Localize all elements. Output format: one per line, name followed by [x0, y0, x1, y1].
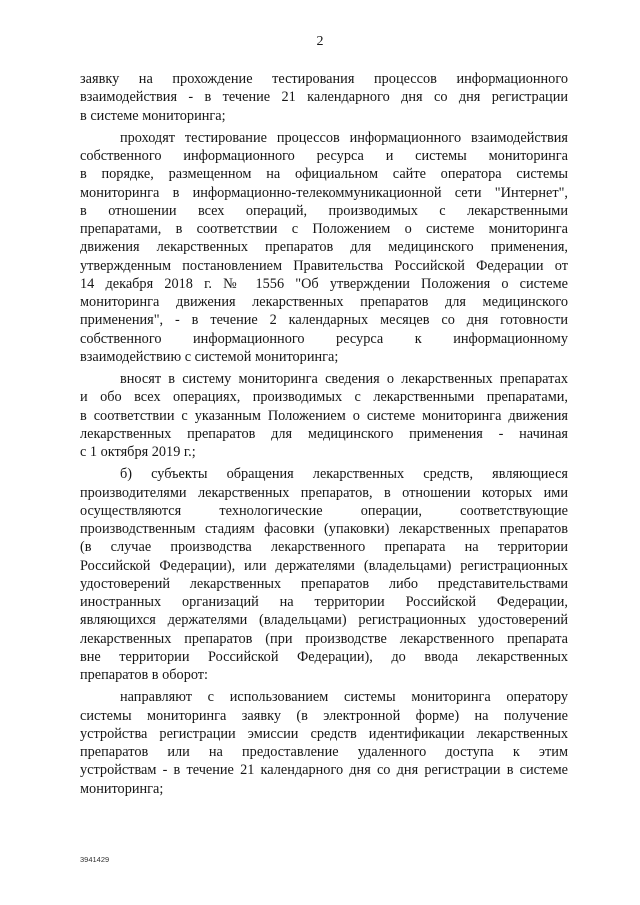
- text-line: лекарственных препаратов (при производстве лекарственного препарата: [80, 630, 568, 647]
- text-line: и обо всех операциях, производимых с лекарственными препаратами,: [80, 389, 568, 406]
- text-line: системы мониторинга заявку (в электронной форме) на получение: [80, 707, 568, 724]
- text-line: с 1 октября 2019 г.;: [80, 444, 196, 460]
- text-line: препаратов или на предоставление удаленного доступа к этим: [80, 744, 568, 760]
- text-line: устройствам - в течение 21 календарного дня со дня регистрации в системе: [80, 762, 568, 779]
- paragraph-3: [80, 370, 568, 461]
- text-line: осуществляются технологические операции, соответствующие: [80, 502, 568, 519]
- text-line: заявку на прохождение тестирования процессов информационного: [80, 71, 568, 87]
- text-line: в соответствии с указанным Положением о системе мониторинга движения: [80, 407, 568, 424]
- text-line: мониторинга;: [80, 780, 164, 797]
- text-line: препаратов в оборот:: [80, 667, 209, 683]
- text-line: мониторинга движения лекарственных препаратов для медицинского: [80, 294, 568, 310]
- paragraph-1: [80, 70, 568, 125]
- text-line: собственного информационного ресурса к информационному: [80, 330, 568, 347]
- text-line: устройства регистрации эмиссии средств идентификации лекарственных: [80, 725, 568, 742]
- text-line: вне территории Российской Федерации), до ввода лекарственных: [80, 648, 568, 665]
- document-body: [80, 70, 568, 798]
- text-line: применения", - в течение 2 календарных месяцев со дня готовности: [80, 312, 568, 329]
- paragraph-4: [80, 465, 568, 684]
- text-line: в отношении всех операций, производимых с лекарственными: [80, 202, 568, 219]
- page-number: 2: [316, 34, 324, 49]
- text-line: лекарственных препаратов для медицинского применения - начиная: [80, 425, 568, 442]
- text-line: производственным стадиям фасовки (упаковки) лекарственных препаратов: [80, 521, 568, 537]
- document-code: 3941429: [80, 855, 110, 864]
- text-line: в порядке, размещенном на официальном сайте оператора системы: [80, 166, 568, 183]
- text-line: взаимодействия - в течение 21 календарного дня со дня регистрации: [80, 89, 568, 106]
- text-line: удостоверений лекарственных препаратов либо представительствами: [80, 575, 568, 592]
- text-line: вносят в систему мониторинга сведения о лекарственных препаратах: [120, 371, 568, 387]
- text-line: движения лекарственных препаратов для медицинского применения,: [80, 239, 568, 256]
- paragraph-2: [80, 129, 568, 366]
- text-line: взаимодействию с системой мониторинга;: [80, 348, 339, 365]
- text-line: в системе мониторинга;: [80, 107, 226, 124]
- text-line: собственного информационного ресурса и системы мониторинга: [80, 148, 568, 164]
- text-line: б) субъекты обращения лекарственных средств, являющиеся: [120, 466, 568, 483]
- text-line: производителями лекарственных препаратов, в отношении которых ими: [80, 484, 568, 501]
- text-line: являющихся держателями (владельцами) регистрационных удостоверений: [80, 612, 568, 629]
- text-line: Российской Федерации), или держателями (владельцами) регистрационных: [80, 557, 568, 574]
- text-line: иностранных организаций на территории Российской Федерации,: [80, 594, 568, 610]
- text-line: (в случае производства лекарственного препарата на территории: [80, 539, 568, 556]
- paragraph-5: [80, 688, 568, 798]
- text-line: препаратами, в соответствии с Положением о системе мониторинга: [80, 221, 568, 237]
- text-line: проходят тестирование процессов информационного взаимодействия: [120, 129, 568, 146]
- text-line: направляют с использованием системы мониторинга оператору: [120, 689, 568, 706]
- text-line: 14 декабря 2018 г. № 1556 "Об утверждении Положения о системе: [80, 275, 568, 292]
- text-line: утвержденным постановлением Правительства Российской Федерации от: [80, 257, 568, 274]
- text-line: мониторинга в информационно-телекоммуникационной сети "Интернет",: [80, 184, 568, 201]
